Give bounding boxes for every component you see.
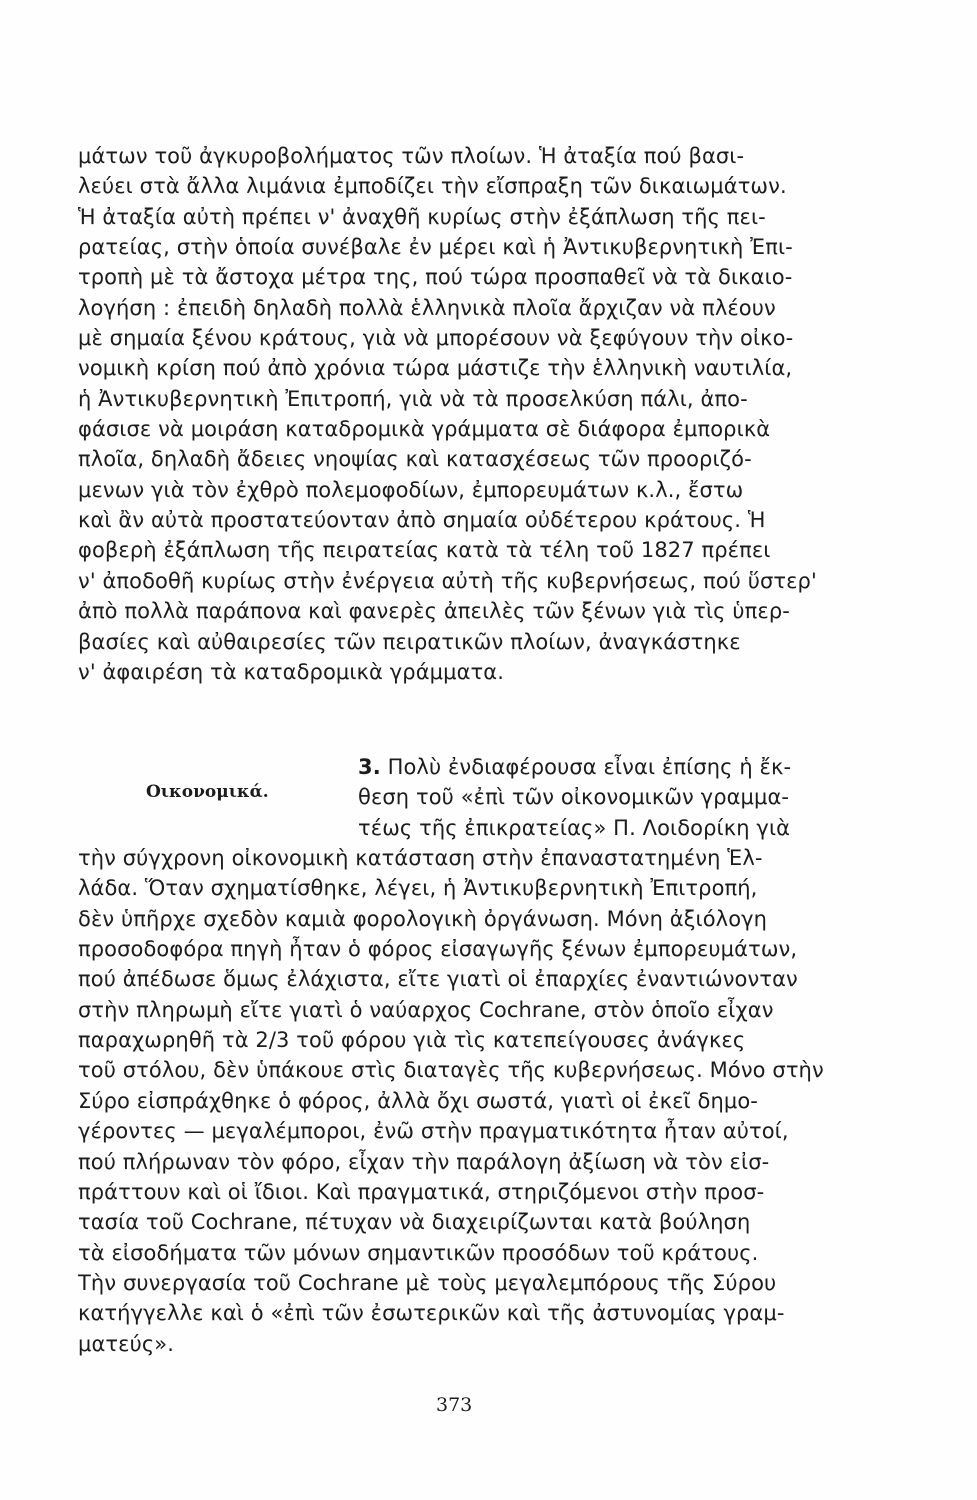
text-line: τὴν σύγχρονη οἰκονομικὴ κατάσταση στὴν ἐπαναστατημένη Ἑλ- xyxy=(78,846,763,870)
text-line: πλοῖα, δηλαδὴ ἄδειες νηοψίας καὶ κατασχέσεως τῶν προοριζό- xyxy=(78,447,752,471)
text-line: πράττουν καὶ οἱ ἴδιοι. Καὶ πραγματικά, στηριζόμενοι στὴν προσ- xyxy=(78,1180,765,1204)
text-line: κατήγγελλε καὶ ὁ «ἐπὶ τῶν ἐσωτερικῶν καὶ τῆς ἀστυνομίας γραμ- xyxy=(78,1301,785,1325)
text-line: φάσισε νὰ μοιράση καταδρομικὰ γράμματα σὲ διάφορα ἐμπορικὰ xyxy=(78,417,771,441)
section-first-line xyxy=(358,752,791,782)
text-line: προσοδοφόρα πηγὴ ἦταν ὁ φόρος εἰσαγωγῆς ξένων ἐμπορευμάτων, xyxy=(78,937,798,961)
text-line: πού πλήρωναν τὸν φόρο, εἶχαν τὴν παράλογη ἀξίωση νὰ τὸν εἰσ- xyxy=(78,1150,770,1174)
text-line: τασία τοῦ Cochrane, πέτυχαν νὰ διαχειρίζωνται κατὰ βούληση xyxy=(78,1210,751,1234)
text-line: δὲν ὑπῆρχε σχεδὸν καμιὰ φορολογικὴ ὀργάνωση. Μόνη ἀξιόλογη xyxy=(78,907,768,931)
text-line: μενων γιὰ τὸν ἐχθρὸ πολεμοφοδίων, ἐμπορευμάτων κ.λ., ἔστω xyxy=(78,478,744,502)
text-line: θεση τοῦ «ἐπὶ τῶν οἰκονομικῶν γραμμα- xyxy=(358,785,790,809)
text-line: μὲ σημαία ξένου κράτους, γιὰ νὰ μπορέσουν νὰ ξεφύγουν τὴν οἰκο- xyxy=(78,326,794,350)
text-line: ἡ Ἀντικυβερνητικὴ Ἐπιτροπή, γιὰ νὰ τὰ προσελκύση πάλι, ἀπο- xyxy=(78,387,748,411)
text-line: Ἡ ἀταξία αὐτὴ πρέπει ν' ἀναχθῆ κυρίως στὴν ἐξάπλωση τῆς πει- xyxy=(78,205,766,229)
text-line: στὴν πληρωμὴ εἴτε γιατὶ ὁ ναύαρχος Cochrane, στὸν ὁποῖο εἶχαν xyxy=(78,998,774,1022)
section-number: 3. xyxy=(358,755,381,779)
text-line: πού ἀπέδωσε ὅμως ἐλάχιστα, εἴτε γιατὶ οἱ ἐπαρχίες ἐναντιώνονταν xyxy=(78,967,798,991)
text-line: βασίες καὶ αὐθαιρεσίες τῶν πειρατικῶν πλοίων, ἀναγκάστηκε xyxy=(78,630,741,654)
margin-heading: Οικονομικά. xyxy=(146,782,269,802)
text-line: ἀπὸ πολλὰ παράπονα καὶ φανερὲς ἀπειλὲς τῶν ξένων γιὰ τὶς ὑπερ- xyxy=(78,599,790,623)
text-line: ν' ἀποδοθῆ κυρίως στὴν ἐνέργεια αὐτὴ τῆς κυβερνήσεως, πού ὕστερ' xyxy=(78,569,817,593)
text-line: τροπὴ μὲ τὰ ἄστοχα μέτρα της, πού τώρα προσπαθεῖ νὰ τὰ δικαιο- xyxy=(78,265,793,289)
text-line: λάδα. Ὅταν σχηματίσθηκε, λέγει, ἡ Ἀντικυβερνητικὴ Ἐπιτροπή, xyxy=(78,876,758,900)
text-line: φοβερὴ ἐξάπλωση τῆς πειρατείας κατὰ τὰ τέλη τοῦ 1827 πρέπει xyxy=(78,538,771,562)
text-line: γέροντες — μεγαλέμποροι, ἐνῶ στὴν πραγματικότητα ἦταν αὐτοί, xyxy=(78,1119,789,1143)
text-line: Σύρο εἰσπράχθηκε ὁ φόρος, ἀλλὰ ὄχι σωστά, γιατὶ οἱ ἐκεῖ δημο- xyxy=(78,1089,758,1113)
text-line: καὶ ἂν αὐτὰ προστατεύονταν ἀπὸ σημαία οὐδέτερου κράτους. Ἡ xyxy=(78,508,766,532)
text-line: τοῦ στόλου, δὲν ὑπάκουε στὶς διαταγὲς τῆς κυβερνήσεως. Μόνο στὴν xyxy=(78,1058,824,1082)
text-line: ν' ἀφαιρέση τὰ καταδρομικὰ γράμματα. xyxy=(78,660,504,684)
text-line: λογήση : ἐπειδὴ δηλαδὴ πολλὰ ἑλληνικὰ πλοῖα ἄρχιζαν νὰ πλέουν xyxy=(78,296,776,320)
text-line: ματεύς». xyxy=(78,1332,174,1356)
text-line: λεύει στὰ ἄλλα λιμάνια ἐμποδίζει τὴν εἴσπραξη τῶν δικαιωμάτων. xyxy=(78,174,787,198)
text-line: τὰ εἰσοδήματα τῶν μόνων σημαντικῶν προσόδων τοῦ κράτους. xyxy=(78,1241,759,1265)
section-first-line-text: Πολὺ ἐνδιαφέρουσα εἶναι ἐπίσης ἡ ἔκ- xyxy=(387,755,792,779)
text-line: Τὴν συνεργασία τοῦ Cochrane μὲ τοὺς μεγαλεμπόρους τῆς Σύρου xyxy=(78,1271,777,1295)
text-line: μάτων τοῦ ἀγκυροβολήματος τῶν πλοίων. Ἡ ἀταξία πού βασι- xyxy=(78,144,745,168)
text-line: ρατείας, στὴν ὁποία συνέβαλε ἐν μέρει καὶ ἡ Ἀντικυβερνητικὴ Ἐπι- xyxy=(78,235,793,259)
text-line: τέως τῆς ἐπικρατείας» Π. Λοιδορίκη γιὰ xyxy=(358,816,791,840)
text-line: νομικὴ κρίση πού ἀπὸ χρόνια τώρα μάστιζε τὴν ἑλληνικὴ ναυτιλία, xyxy=(78,356,793,380)
page-number: 373 xyxy=(436,1394,473,1416)
text-line: παραχωρηθῆ τὰ 2/3 τοῦ φόρου γιὰ τὶς κατεπείγουσες ἀνάγκες xyxy=(78,1028,746,1052)
